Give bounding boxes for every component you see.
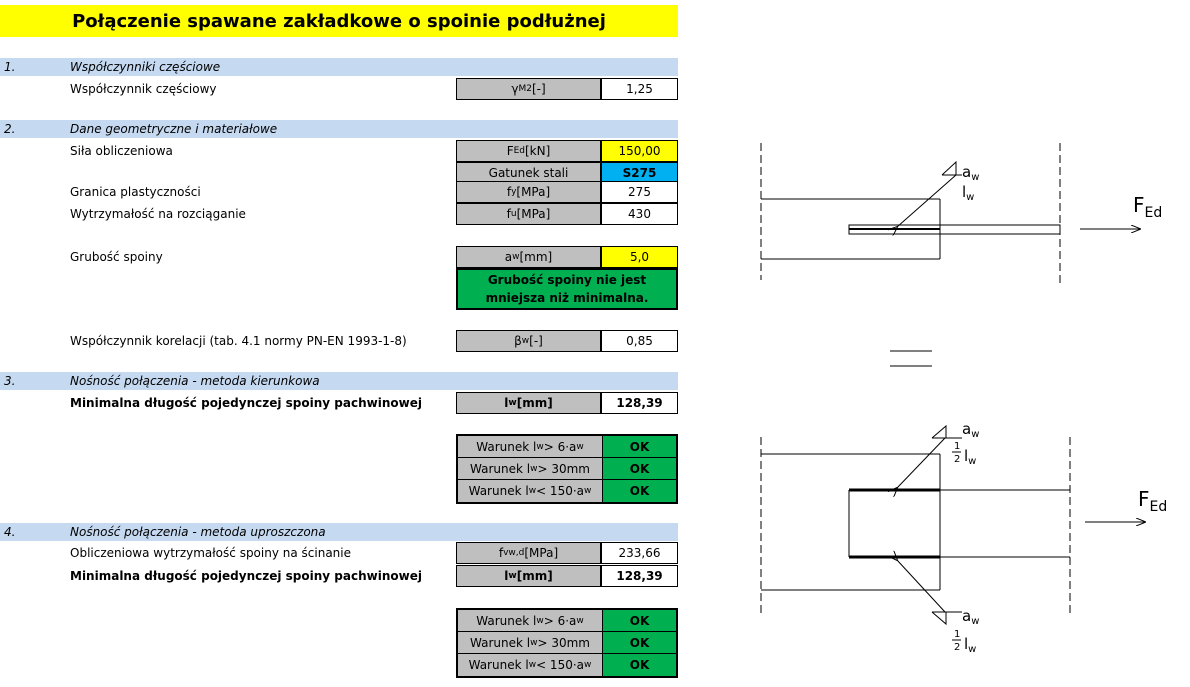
side-view: [761, 143, 1140, 285]
beta-label: Współczynnik korelacji (tab. 4.1 normy PN-EN 1993-1-8): [70, 334, 407, 348]
check-label: Warunek l w > 6·a w: [458, 610, 603, 632]
force-label: Siła obliczeniowa: [70, 144, 173, 158]
svg-text:1: 1: [954, 629, 961, 640]
force-param-cell: F Ed [kN]: [456, 140, 601, 162]
fy-param-cell: f y [MPa]: [456, 181, 601, 203]
aw-input-cell[interactable]: 5,0: [601, 246, 678, 268]
section-title: Dane geometryczne i materiałowe: [70, 122, 278, 136]
gamma-label: Współczynnik częściowy: [70, 82, 217, 96]
section-header-directional-method: [0, 372, 678, 390]
bottom-low-weld-half-length: [952, 629, 976, 655]
beta-value-cell[interactable]: 0,85: [601, 330, 678, 352]
section-title: Nośność połączenia - metoda uproszczona: [70, 525, 326, 539]
check-row: [458, 480, 676, 502]
check-result: OK: [603, 458, 676, 480]
aw-check-message: Grubość spoiny nie jest mniejsza niż minimalna.: [456, 268, 678, 310]
bottom-top-weld-a-label: $a_w$: [962, 420, 980, 440]
bottom-force-label: $F_{Ed}$: [1138, 487, 1168, 515]
lw3-value-cell[interactable]: 128,39: [601, 392, 678, 414]
steel-param-cell: Gatunek stali: [456, 162, 601, 184]
gamma-param-cell: γ M2 [-]: [456, 78, 601, 100]
beta-param-cell: β w [-]: [456, 330, 601, 352]
page-title: Połączenie spawane zakładkowe o spoinie podłużnej: [0, 5, 678, 37]
lw3-label: Minimalna długość pojedynczej spoiny pachwinowej: [70, 396, 422, 410]
fvw-param-cell: f vw,d [MPa]: [456, 542, 601, 564]
section-header-partial-factors: [0, 58, 678, 76]
check-result: OK: [603, 632, 676, 654]
fu-label: Wytrzymałość na rozciąganie: [70, 207, 246, 221]
checks-table-simplified: [456, 608, 678, 678]
lw3-param-cell: l w [mm]: [456, 392, 601, 414]
lw4-param-cell: l w [mm]: [456, 565, 601, 587]
check-row: [458, 632, 676, 654]
check-label: Warunek l w > 30mm: [458, 458, 603, 480]
fy-label: Granica plastyczności: [70, 185, 201, 199]
check-result: OK: [603, 654, 676, 676]
section-header-simplified-method: [0, 523, 678, 541]
check-row: [458, 610, 676, 632]
check-label: Warunek l w < 150·a w: [458, 480, 603, 502]
bottom-low-weld-a-label: $a_w$: [962, 607, 980, 627]
aw-param-cell: a w [mm]: [456, 246, 601, 268]
fu-value-cell[interactable]: 430: [601, 203, 678, 225]
fy-value-cell[interactable]: 275: [601, 181, 678, 203]
top-weld-l-label: $l_w$: [962, 183, 975, 203]
section-number: 4.: [4, 525, 16, 539]
section-title: Współczynniki częściowe: [70, 60, 221, 74]
check-result: OK: [603, 610, 676, 632]
section-number: 2.: [4, 122, 16, 136]
section-header-geometry: [0, 120, 678, 138]
check-label: Warunek l w > 6·a w: [458, 436, 603, 458]
fvw-label: Obliczeniowa wytrzymałość spoiny na ścinanie: [70, 546, 351, 560]
force-input-cell[interactable]: 150,00: [601, 140, 678, 162]
plan-view: [761, 426, 1145, 624]
steel-grade-select[interactable]: S275: [601, 162, 678, 184]
check-label: Warunek l w > 30mm: [458, 632, 603, 654]
section-number: 1.: [4, 60, 16, 74]
svg-text:2: 2: [954, 454, 961, 465]
section-title: Nośność połączenia - metoda kierunkowa: [70, 374, 320, 388]
gamma-value-cell[interactable]: 1,25: [601, 78, 678, 100]
fvw-value-cell[interactable]: 233,66: [601, 542, 678, 564]
checks-table-directional: [456, 434, 678, 504]
lw4-label: Minimalna długość pojedynczej spoiny pachwinowej: [70, 569, 422, 583]
check-result: OK: [603, 480, 676, 502]
fu-param-cell: f u [MPa]: [456, 203, 601, 225]
top-force-label: $F_{Ed}$: [1133, 193, 1163, 221]
equals-sign: [890, 351, 932, 366]
check-row: [458, 654, 676, 676]
check-result: OK: [603, 436, 676, 458]
bottom-top-weld-half-length: [952, 441, 976, 467]
weld-joint-diagram: [700, 130, 1180, 670]
svg-text:lw: $l_w$: [964, 447, 977, 467]
aw-label: Grubość spoiny: [70, 250, 163, 264]
svg-text:2: 2: [954, 642, 961, 653]
lw4-value-cell[interactable]: 128,39: [601, 565, 678, 587]
section-number: 3.: [4, 374, 16, 388]
check-row: [458, 436, 676, 458]
svg-text:lw: $l_w$: [964, 635, 977, 655]
check-label: Warunek l w < 150·a w: [458, 654, 603, 676]
check-row: [458, 458, 676, 480]
svg-text:1: 1: [954, 441, 961, 452]
top-weld-a-label: $a_w$: [962, 163, 980, 183]
